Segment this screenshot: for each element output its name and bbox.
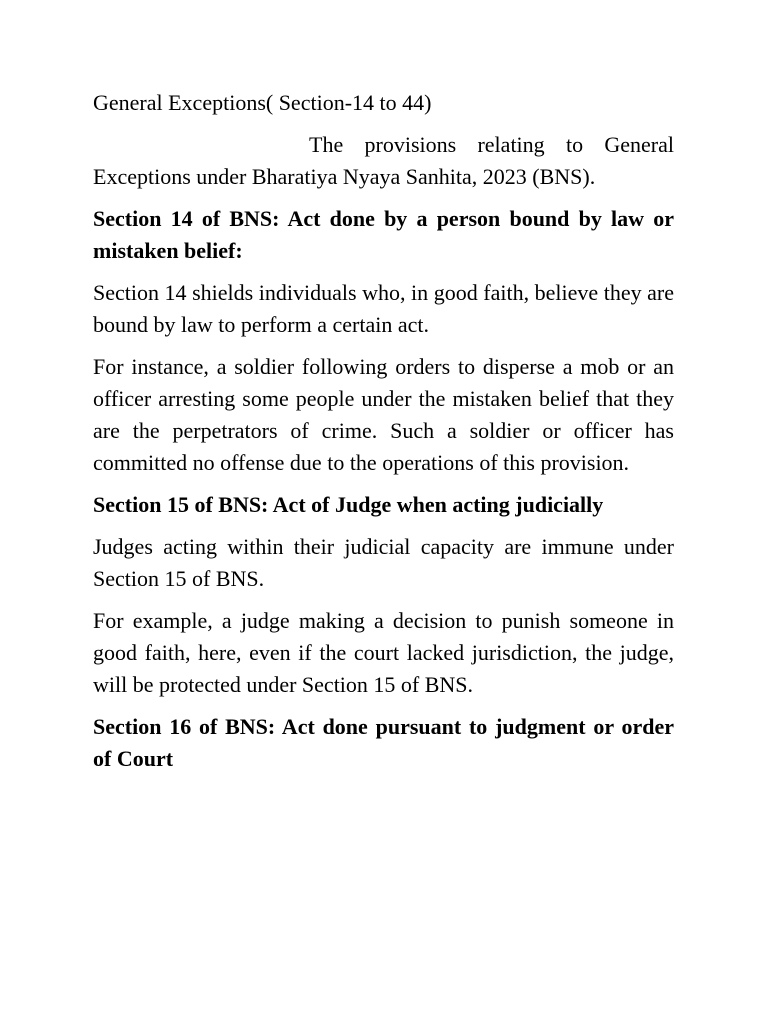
document-page: [93, 87, 674, 785]
document-title: General Exceptions( Section-14 to 44): [93, 90, 432, 115]
section-14-paragraph-1: Section 14 shields individuals who, in good faith, believe they are bound by law to perform a certain act.: [93, 280, 674, 337]
section-14-paragraph-2: For instance, a soldier following orders to disperse a mob or an officer arresting some people under the mistaken belief that they are the perpetrators of crime. Such a soldier or officer has committed no offense due to the operations of this provision.: [93, 354, 674, 475]
section-16-heading: Section 16 of BNS: Act done pursuant to judgment or order of Court: [93, 714, 674, 771]
intro-paragraph: The provisions relating to General Exceptions under Bharatiya Nyaya Sanhita, 2023 (BNS).: [93, 132, 674, 189]
section-15-heading: Section 15 of BNS: Act of Judge when acting judicially: [93, 492, 604, 517]
section-15-paragraph-2: For example, a judge making a decision to punish someone in good faith, here, even if the court lacked jurisdiction, the judge, will be protected under Section 15 of BNS.: [93, 608, 674, 697]
section-14-heading: Section 14 of BNS: Act done by a person bound by law or mistaken belief:: [93, 206, 674, 263]
section-15-paragraph-1: Judges acting within their judicial capacity are immune under Section 15 of BNS.: [93, 534, 674, 591]
